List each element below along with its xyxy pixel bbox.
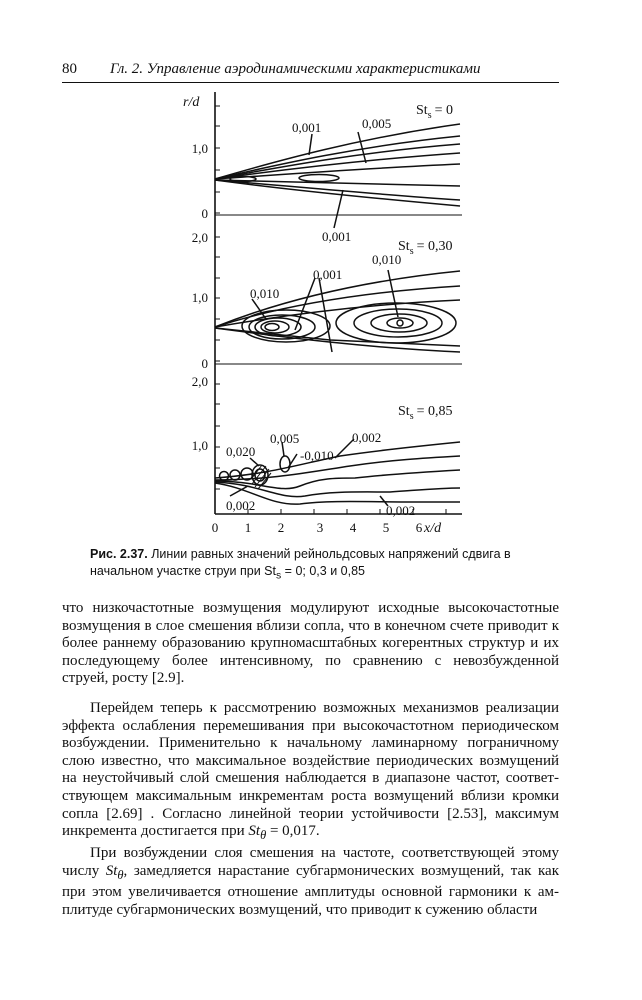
y-tick-label: 2,0 [191, 374, 208, 389]
x-tick-label: 4 [349, 520, 357, 535]
contour-annotation: -0,010 [300, 448, 334, 463]
panel-st-0 [192, 103, 460, 244]
contour-lines [215, 270, 460, 352]
paragraph-text: = 0,017. [266, 823, 320, 840]
chapter-title: Гл. 2. Управление аэродинамическими характеристиками [110, 61, 481, 77]
caption-label: Рис. 2.37. [90, 547, 148, 561]
strouhal-label: $St_s = 0$ [416, 103, 453, 121]
contour-annotation: 0,005 [270, 431, 300, 446]
running-header [62, 56, 559, 83]
x-tick-label: 3 [316, 520, 324, 535]
paragraph-text: , замедляется нарастание субгармонических возмущений, так как при этом увеличивается отношение амплитуды основной гармоники к амплитуде субгармонических возмущений, что приводит к сужению области [62, 862, 559, 918]
y-tick-label: 1,0 [191, 290, 208, 305]
strouhal-symbol: $St_\theta$ [105, 862, 124, 882]
contour-annotation: 0,001 [292, 120, 322, 135]
contour-annotation: 0,002 [352, 430, 382, 445]
figure-2-37 [170, 86, 480, 541]
strouhal-symbol: $St_\theta$ [248, 823, 267, 843]
strouhal-label: $St_s = 0,85$ [398, 404, 453, 422]
y-tick-label: 0 [201, 206, 208, 221]
strouhal-label: $St_s = 0,30$ [398, 239, 453, 257]
page-number: 80 [62, 61, 77, 77]
x-tick-label: 5 [382, 520, 390, 535]
contour-annotation: 0,002 [386, 503, 416, 518]
contour-lines [215, 124, 460, 228]
caption-text: Линии равных значений рейнольдсовых напряжений сдвига в начальном участке струи при St [90, 547, 511, 578]
paragraph-text: При возбуждении слоя смешения на частоте, соответствующей этому числу [62, 845, 559, 879]
contour-annotation: 0,005 [362, 116, 392, 131]
contour-annotation: 0,002 [226, 498, 256, 513]
y-tick-label: 2,0 [191, 230, 208, 245]
caption-subscript: s [275, 570, 282, 582]
panel-st-030 [192, 230, 460, 371]
x-tick-labels [212, 520, 423, 535]
contour-annotation: 0,001 [313, 267, 343, 282]
contour-figure [170, 86, 480, 541]
y-tick-label: 0 [201, 356, 208, 371]
y-tick-label: 1,0 [191, 141, 208, 156]
y-axis-label: r/d [183, 95, 200, 110]
paragraph-text: Перейдем теперь к рассмотрению возможных механизмов реализации эффекта ослабления перемешивания при высокочастотном периодическом возбуждении. Применительно к начальному ламинарному пограничному слою известно, что максимальное воздействие периодических возмущений на неустойчивый слой смешения наблюдается в диапазоне частот, соответствующем максимальным инкрементам роста возмущений вблизи кромки сопла [2.69] . Согласно линейной теории устойчивости [2.53], максимум инкремента достигается при [62, 700, 559, 840]
contour-annotation: 0,001 [322, 229, 352, 244]
paragraph: что низкочастотные возмущения модулируют исходные высокочастотные возмущения в слое смешения вблизи сопла, что в конечном счете приводит к более раннему образованию крупномасштабных когерентных структур и их последующему более интенсивному, по сравнению с невозбужденной струей, росту [2.9]. [62, 600, 559, 687]
caption-values: = 0; 0,3 и 0,85 [284, 564, 365, 578]
paragraph [62, 845, 559, 919]
panel-st-085 [192, 374, 460, 518]
contour-annotation: 0,010 [372, 252, 402, 267]
x-tick-label: 6 [415, 520, 423, 535]
x-tick-label: 2 [277, 520, 285, 535]
paragraph [62, 700, 559, 845]
contour-annotation: 0,010 [250, 286, 280, 301]
contour-annotation: 0,020 [226, 444, 256, 459]
x-tick-label: 0 [211, 520, 219, 535]
x-tick-label: 1 [244, 520, 252, 535]
x-axis-label: x/d [424, 521, 442, 536]
y-tick-label: 1,0 [191, 438, 208, 453]
figure-caption [90, 546, 555, 585]
